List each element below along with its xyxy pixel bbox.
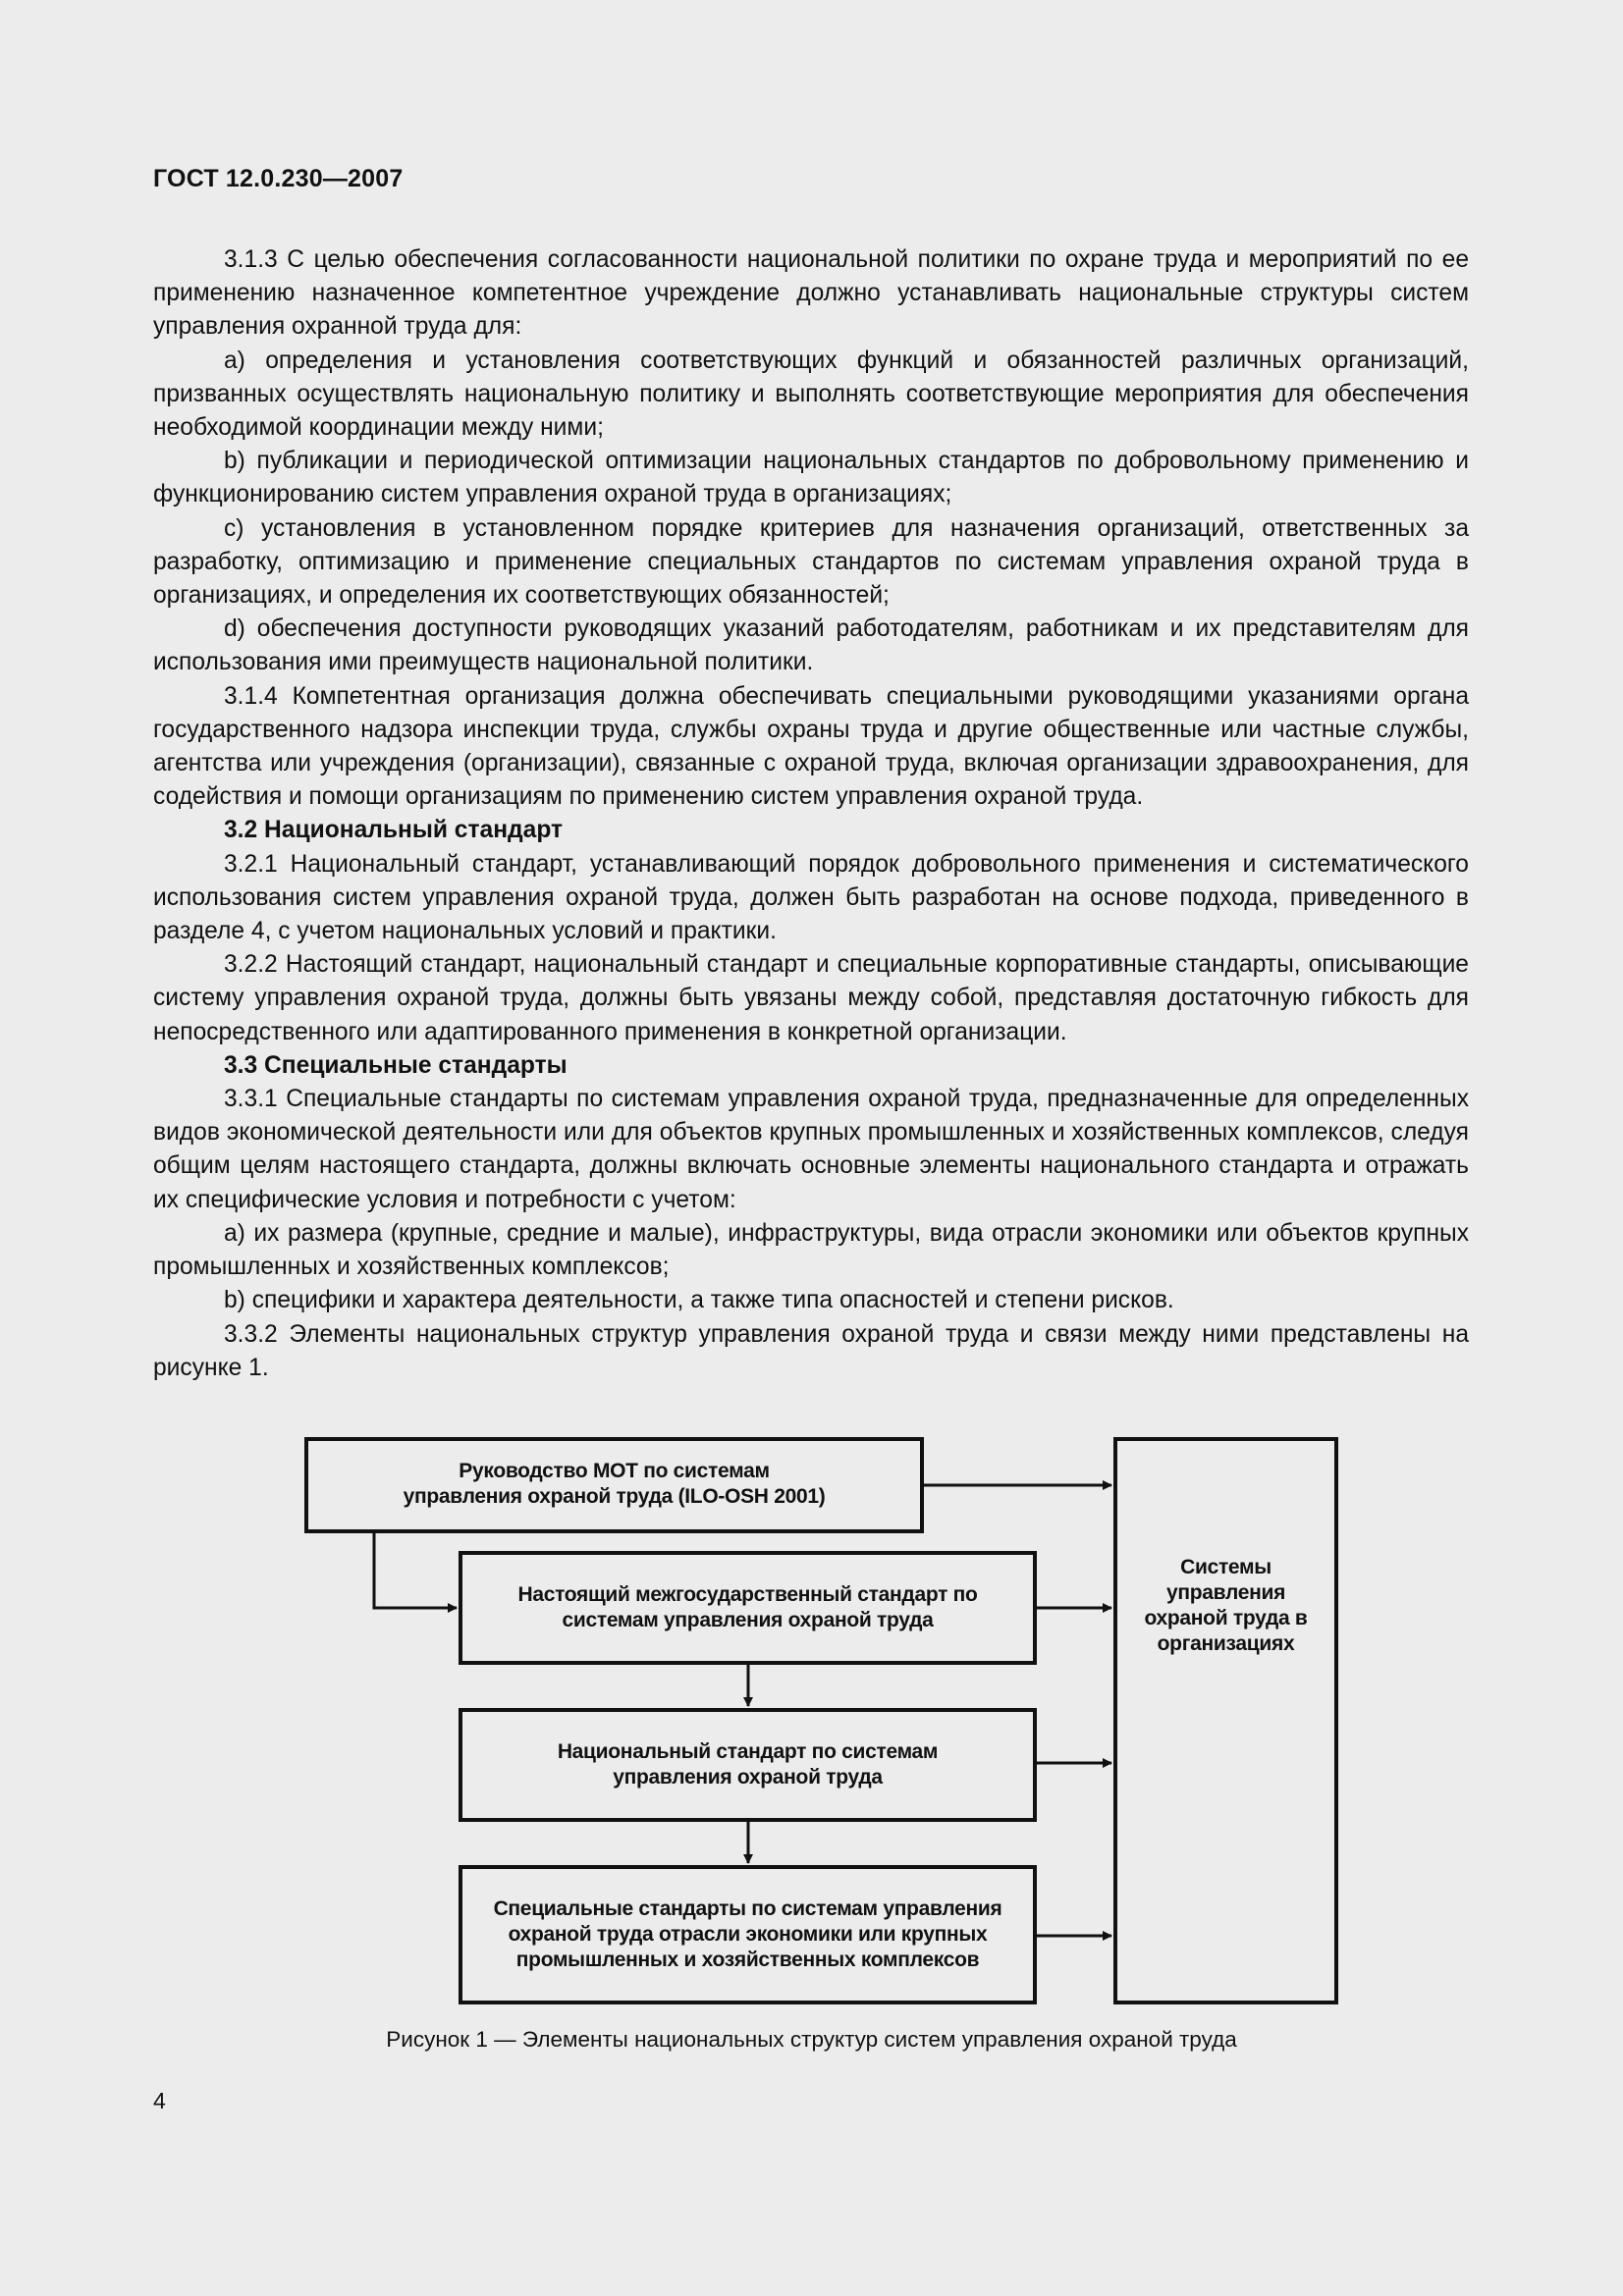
ilo-guidelines-box (304, 1437, 924, 1533)
list-item-a-2: a) их размера (крупные, средние и малые), инфраструктуры, вида отрасли экономики или объектов крупных промышленных и хозяйственных комплексов; (153, 1219, 1469, 1281)
ilo-guidelines-label: Руководство МОТ по системам управления охраной труда (ILO-OSH 2001) (403, 1460, 826, 1508)
list-item-c: c) установления в установленном порядке критериев для назначения организаций, ответственных за разработку, оптимизацию и применение специальных стандартов по системам управления охраной труда в организациях, и определения их соответствующих обязанностей; (153, 514, 1469, 610)
arrow-ilo-to-interstate (374, 1533, 457, 1608)
list-item-d: d) обеспечения доступности руководящих указаний работодателям, работникам и их представителям для использования ими преимуществ национальной политики. (153, 615, 1469, 676)
paragraph-3-2-2: 3.2.2 Настоящий стандарт, национальный стандарт и специальные корпоративные стандарты, описывающие систему управления охраной труда, должны быть увязаны между собой, представляя достаточную гибкость для непосредственного или адаптированного применения в конкретной организации. (153, 951, 1469, 1045)
paragraph-3-1-3: 3.1.3 С целью обеспечения согласованности национальной политики по охране труда и мероприятий по ее применению назначенное компетентное учреждение должно устанавливать национальные структуры систем управления охранной труда для: (153, 246, 1469, 341)
special-standards-box (459, 1865, 1037, 2004)
figure-caption: Рисунок 1 — Элементы национальных структур систем управления охраной труда (386, 2027, 1237, 2052)
interstate-standard-box (459, 1551, 1037, 1665)
section-heading-3-2: 3.2 Национальный стандарт (224, 817, 564, 844)
paragraph-3-3-1: 3.3.1 Специальные стандарты по системам управления охраной труда, предназначенные для определенных видов экономической деятельности или для объектов крупных промышленных и хозяйственных комплексов, следуя общим целям настоящего стандарта, должны включать основные элементы национального стандарта и отражать их специфические условия и потребности с учетом: (153, 1086, 1469, 1213)
paragraph-3-1-4: 3.1.4 Компетентная организация должна обеспечивать специальными руководящими указаниями органа государственного надзора инспекции труда, службы охраны труда и другие общественные или частные службы, агентства или учреждения (организации), связанные с охраной труда, включая организации здравоохранения, для содействия и помощи организациям по применению систем управления охраной труда. (153, 682, 1469, 811)
org-systems-label: Системы управления охраной труда в организациях (1144, 1556, 1308, 1655)
section-heading-3-3: 3.3 Специальные стандарты (224, 1051, 568, 1079)
list-item-b-2: b) специфики и характера деятельности, а также типа опасностей и степени рисков. (224, 1287, 1174, 1314)
org-systems-box (1113, 1437, 1338, 2004)
special-standards-label: Специальные стандарты по системам управления охраной труда отрасли экономики или крупных промышленных и хозяйственных комплексов (493, 1897, 1002, 1971)
national-standard-label: Национальный стандарт по системам управления охраной труда (557, 1740, 939, 1789)
page-number: 4 (153, 2088, 166, 2113)
list-item-b: b) публикации и периодической оптимизации национальных стандартов по добровольному применению и функционированию систем управления охраной труда в организациях; (153, 448, 1469, 508)
document-id-header: ГОСТ 12.0.230—2007 (153, 165, 404, 192)
paragraph-3-2-1: 3.2.1 Национальный стандарт, устанавливающий порядок добровольного применения и систематического использования систем управления охраной труда, должен быть разработан на основе подхода, приведенного в разделе 4, с учетом национальных условий и практики. (153, 850, 1469, 945)
paragraph-3-3-2: 3.3.2 Элементы национальных структур управления охраной труда и связи между ними представлены на рисунке 1. (153, 1320, 1469, 1381)
list-item-a: a) определения и установления соответствующих функций и обязанностей различных организаций, призванных осуществлять национальную политику и выполнять соответствующие мероприятия для обеспечения необходимой координации между ними; (153, 347, 1469, 442)
national-standard-box (459, 1708, 1037, 1822)
interstate-standard-label: Настоящий межгосударственный стандарт по системам управления охраной труда (517, 1583, 978, 1631)
